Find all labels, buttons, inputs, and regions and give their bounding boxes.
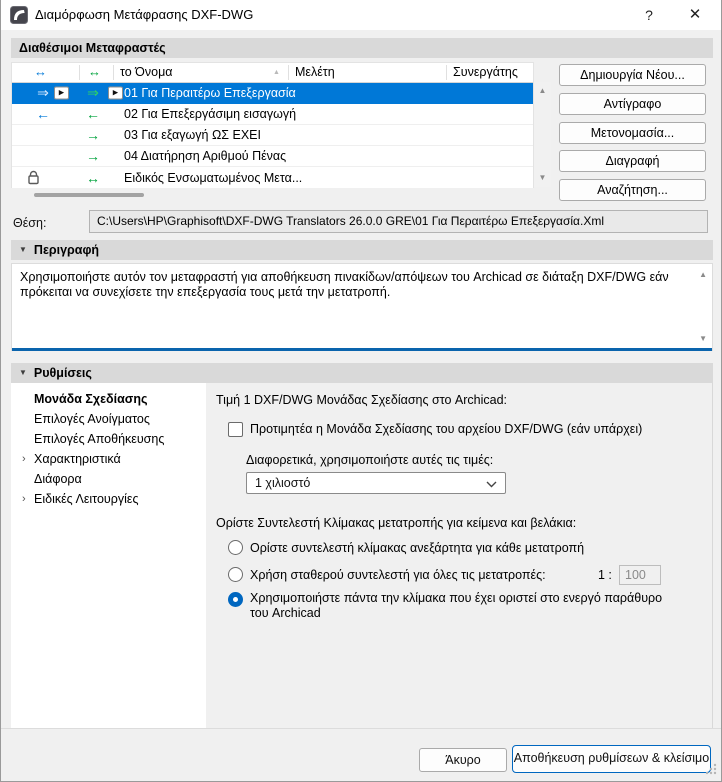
delete-button[interactable]: Διαγραφή xyxy=(559,150,706,172)
import-arrow-icon: ← xyxy=(36,106,50,122)
location-path-field: C:\Users\HP\Graphisoft\DXF-DWG Translators 26.0.0 GRE\01 Για Περαιτέρω Επεξεργασία.Xml xyxy=(89,210,708,233)
fixed-ratio-prefix-label: 1 : xyxy=(598,568,612,582)
titlebar xyxy=(1,0,721,30)
sidebar-item-label: Χαρακτηριστικά xyxy=(34,452,121,466)
collapse-triangle-icon: ▼ xyxy=(19,368,27,377)
column-divider xyxy=(113,65,114,80)
translator-name: 02 Για Επεξεργάσιμη εισαγωγή xyxy=(124,107,297,121)
description-textarea[interactable]: Χρησιμοποιήστε αυτόν τον μεταφραστή για αποθήκευση πινακίδων/απόψεων του Archicad σε διάταξη DXF/DWG εάν πρόκειται να συνεχίσετε την επεξεργασία τους μετά την μετατροπή. xyxy=(11,263,713,351)
table-row-translator-03[interactable] xyxy=(12,125,533,146)
export-arrow-icon: ↔ xyxy=(86,169,100,186)
translators-table xyxy=(11,62,534,188)
column-divider xyxy=(288,65,289,80)
translator-name: 03 Για εξαγωγή ΩΣ ΕΧΕΙ xyxy=(124,128,261,142)
play-button[interactable] xyxy=(54,87,69,100)
play-triangle-icon: ▶ xyxy=(58,89,65,97)
drawing-unit-dropdown[interactable] xyxy=(246,472,506,494)
scale-factor-heading: Ορίστε Συντελεστή Κλίμακας μετατροπής για κείμενα και βελάκια: xyxy=(216,516,577,530)
sidebar-item-attributes[interactable] xyxy=(11,449,206,469)
description-section-header[interactable] xyxy=(11,240,713,260)
chevron-down-icon xyxy=(486,481,497,488)
table-row-builtin-translator[interactable] xyxy=(12,167,533,188)
table-row-translator-01[interactable] xyxy=(12,83,533,104)
scale-fixed-radio[interactable] xyxy=(228,567,243,582)
scroll-up-icon[interactable]: ▲ xyxy=(699,270,707,279)
prefer-dxf-unit-label: Προτιμητέα η Μονάδα Σχεδίασης του αρχείου DXF/DWG (εάν υπάρχει) xyxy=(250,422,643,436)
sidebar-item-label: Διάφορα xyxy=(34,472,82,486)
table-vertical-scrollbar[interactable] xyxy=(534,82,551,187)
column-header-partner[interactable]: Συνεργάτης xyxy=(453,65,518,79)
import-arrow-icon: ⇒ xyxy=(37,84,49,101)
translator-name: 04 Διατήρηση Αριθμού Πένας xyxy=(124,149,287,163)
column-header-study[interactable]: Μελέτη xyxy=(295,65,335,79)
play-triangle-icon: ▶ xyxy=(112,89,119,97)
fixed-ratio-input xyxy=(619,565,661,585)
sidebar-item-special-functions[interactable] xyxy=(11,489,206,509)
save-direction-column-icon[interactable]: ↔ xyxy=(88,64,101,79)
location-label: Θέση: xyxy=(13,216,47,230)
close-button[interactable]: ✕ xyxy=(688,6,702,23)
settings-content-panel xyxy=(206,383,713,728)
settings-sidebar xyxy=(11,383,206,728)
resize-grip[interactable] xyxy=(704,762,717,778)
translator-name: 01 Για Περαιτέρω Επεξεργασία xyxy=(124,86,296,100)
browse-button[interactable]: Αναζήτηση... xyxy=(559,179,706,201)
window-title: Διαμόρφωση Μετάφρασης DXF-DWG xyxy=(35,7,254,22)
column-divider xyxy=(79,65,80,80)
table-row-translator-02[interactable] xyxy=(12,104,533,125)
save-and-close-button[interactable]: Αποθήκευση ρυθμίσεων & κλείσιμο xyxy=(512,745,711,773)
settings-section-header[interactable] xyxy=(11,363,713,383)
export-arrow-icon: → xyxy=(86,127,100,143)
footer-divider xyxy=(1,728,722,729)
table-horizontal-scrollbar-thumb[interactable] xyxy=(34,193,144,197)
sidebar-item-label: Επιλογές Ανοίγματος xyxy=(34,412,150,426)
sidebar-item-drawing-unit[interactable] xyxy=(11,389,206,409)
lock-icon xyxy=(27,170,40,188)
prefer-dxf-unit-checkbox[interactable] xyxy=(228,422,243,437)
description-title: Περιγραφή xyxy=(33,243,100,257)
sidebar-item-label: Ειδικές Λειτουργίες xyxy=(34,492,139,506)
expand-chevron-icon[interactable]: › xyxy=(22,453,26,465)
drawing-unit-selected-value: 1 χιλιοστό xyxy=(255,476,311,490)
available-translators-header xyxy=(11,38,713,58)
column-header-name[interactable]: το Όνομα xyxy=(120,65,173,79)
archicad-app-icon xyxy=(10,6,28,24)
rename-button[interactable]: Μετονομασία... xyxy=(559,122,706,144)
collapse-triangle-icon: ▼ xyxy=(19,245,27,254)
expand-chevron-icon[interactable]: › xyxy=(22,493,26,505)
export-arrow-icon: ← xyxy=(86,106,100,122)
scale-active-window-radio[interactable] xyxy=(228,592,243,607)
export-arrow-icon: → xyxy=(86,148,100,164)
column-divider xyxy=(446,65,447,80)
scale-independent-label: Ορίστε συντελεστή κλίμακας ανεξάρτητα για κάθε μετατροπή xyxy=(250,541,585,555)
settings-title: Ρυθμίσεις xyxy=(33,366,92,380)
create-new-button[interactable]: Δημιουργία Νέου... xyxy=(559,64,706,86)
open-direction-column-icon[interactable]: ↔ xyxy=(34,64,47,79)
copy-button[interactable]: Αντίγραφο xyxy=(559,93,706,115)
sidebar-item-save-options[interactable] xyxy=(11,429,206,449)
scale-active-window-label: Χρησιμοποιήστε πάντα την κλίμακα που έχει οριστεί στο ενεργό παράθυρο του Archicad xyxy=(250,591,663,620)
sort-ascending-icon: ▲ xyxy=(273,69,280,76)
sidebar-item-label: Μονάδα Σχεδίασης xyxy=(34,392,148,406)
available-translators-title: Διαθέσιμοι Μεταφραστές xyxy=(19,41,166,55)
play-button[interactable] xyxy=(108,87,123,100)
sidebar-item-open-options[interactable] xyxy=(11,409,206,429)
table-row-translator-04[interactable] xyxy=(12,146,533,167)
sidebar-item-label: Επιλογές Αποθήκευσης xyxy=(34,432,165,446)
scale-independent-radio[interactable] xyxy=(228,540,243,555)
help-button[interactable]: ? xyxy=(645,7,653,23)
translator-name: Ειδικός Ενσωματωμένος Μετα... xyxy=(124,170,303,185)
otherwise-use-values-label: Διαφορετικά, χρησιμοποιήστε αυτές τις τιμές: xyxy=(246,453,494,467)
scroll-up-icon[interactable]: ▲ xyxy=(538,86,547,95)
drawing-unit-heading: Τιμή 1 DXF/DWG Μονάδας Σχεδίασης στο Archicad: xyxy=(216,393,508,407)
scroll-down-icon[interactable]: ▼ xyxy=(699,334,707,343)
cancel-button[interactable]: Άκυρο xyxy=(419,748,507,772)
scale-fixed-label: Χρήση σταθερού συντελεστή για όλες τις μετατροπές: xyxy=(250,568,546,582)
sidebar-item-miscellaneous[interactable] xyxy=(11,469,206,489)
description-horizontal-scrollbar[interactable] xyxy=(12,348,712,351)
export-arrow-icon: ⇒ xyxy=(87,84,99,101)
scroll-down-icon[interactable]: ▼ xyxy=(538,173,547,182)
translators-table-header xyxy=(12,63,533,83)
